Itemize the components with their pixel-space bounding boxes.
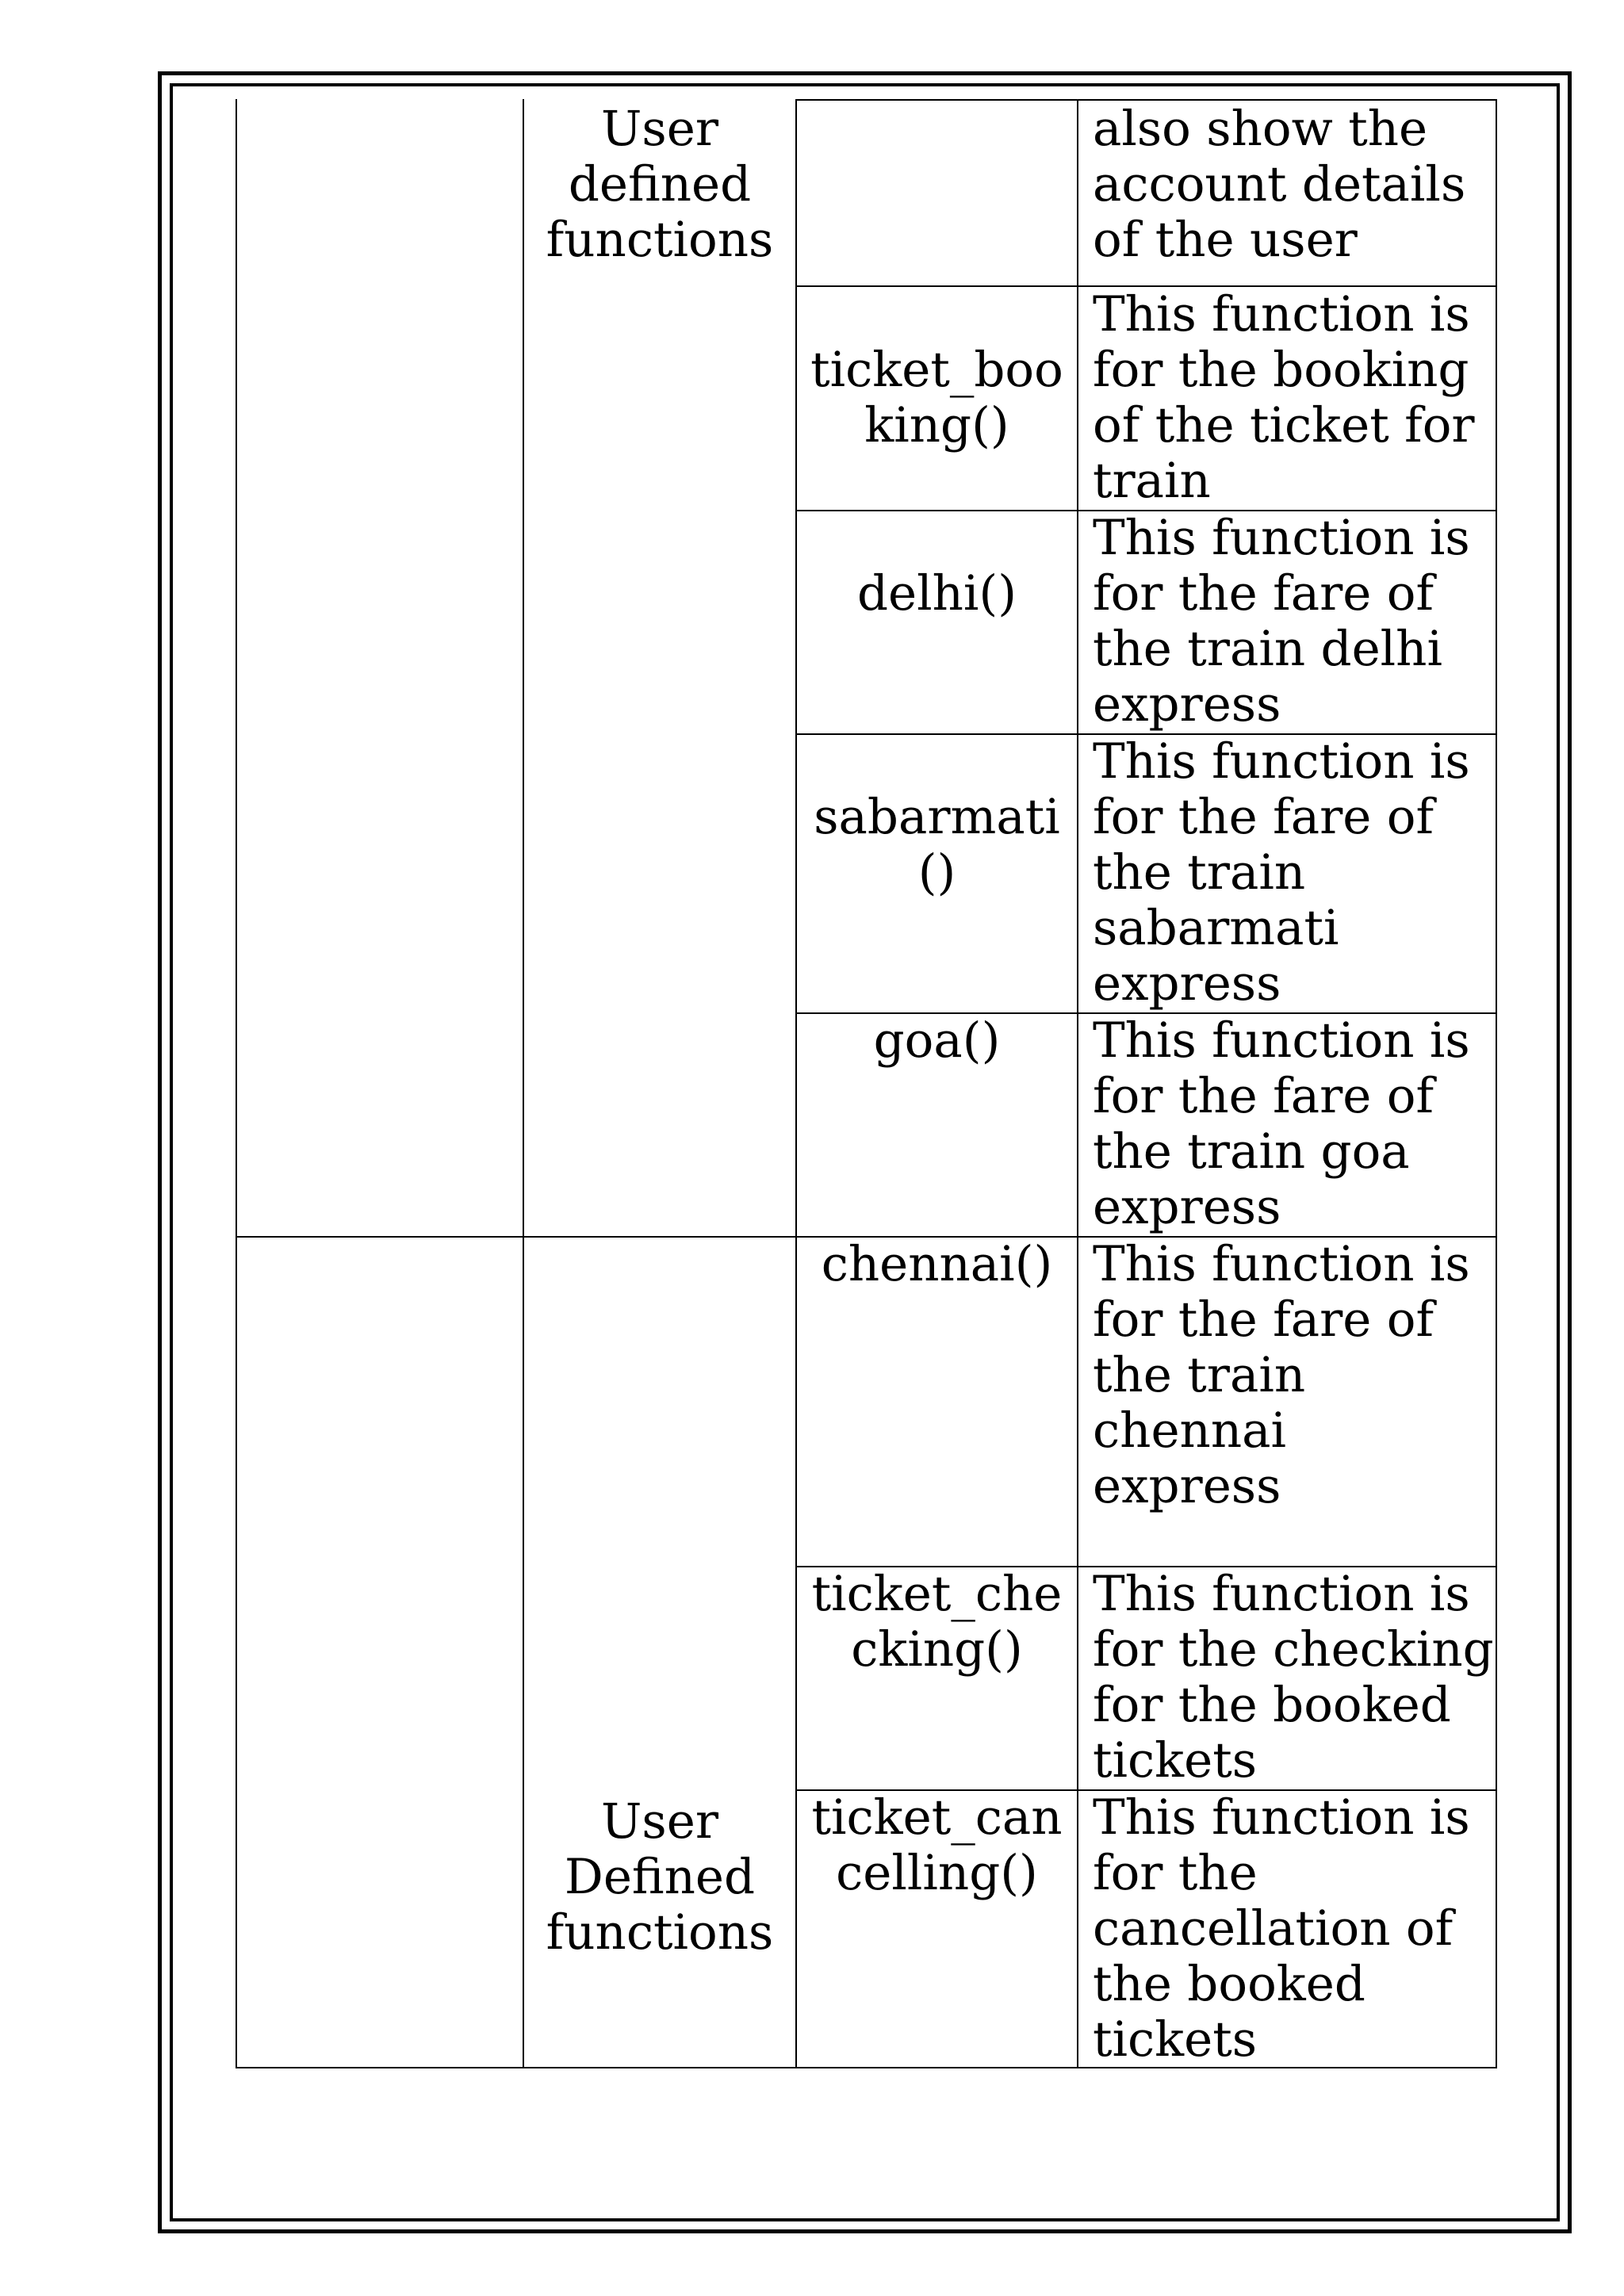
table-col-line-2 [523, 99, 524, 2068]
description-cell: This function is for the fare of the train delhi express [1093, 510, 1470, 733]
function-name-cell: sabarmati () [814, 789, 1060, 901]
table-col-line-4 [1077, 99, 1078, 2068]
function-name-cell: ticket_boo king() [810, 342, 1063, 453]
description-cell: also show the account details of the user [1093, 101, 1466, 268]
description-cell: This function is for the fare of the train goa express [1093, 1012, 1470, 1235]
function-name-cell: ticket_can celling() [811, 1789, 1063, 1901]
table-col-line-5 [1496, 99, 1497, 2068]
description-cell: This function is for the cancellation of the booked tickets [1093, 1789, 1470, 2068]
description-cell: This function is for the fare of the train chennai express [1093, 1236, 1470, 1514]
function-name-cell: chennai() [821, 1236, 1053, 1292]
description-cell: This function is for the booking of the ticket for train [1093, 286, 1475, 509]
function-name-cell: delhi() [856, 565, 1017, 622]
description-cell: This function is for the fare of the train sabarmati express [1093, 733, 1470, 1012]
function-name-cell: ticket_che cking() [811, 1566, 1063, 1678]
description-cell: This function is for the checking for the booked tickets [1093, 1566, 1494, 1789]
category-label: User Defined functions [546, 1793, 774, 1961]
category-label: User defined functions [546, 101, 774, 268]
table-col-line-1 [236, 99, 237, 2068]
function-name-cell: goa() [873, 1012, 1001, 1069]
